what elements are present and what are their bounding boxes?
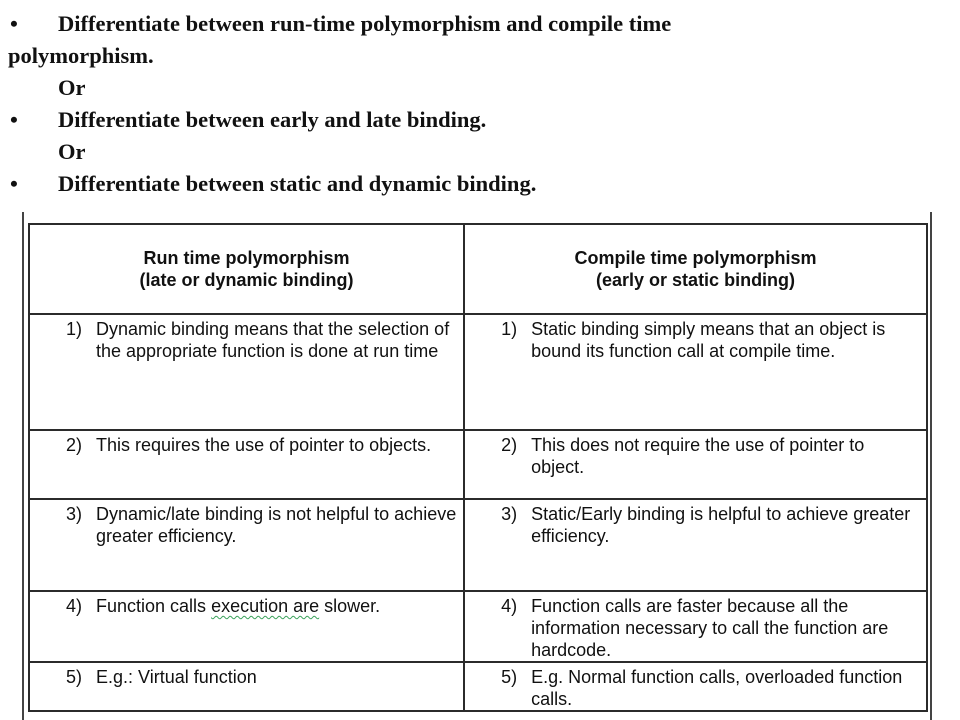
table-row	[29, 430, 927, 499]
table-row	[29, 314, 927, 430]
table-cell: 4) Function calls are faster because all the information necessary to call the function are hardcode.	[464, 591, 927, 662]
bullet-dot-icon: •	[10, 107, 18, 132]
header-compile-time: Compile time polymorphism (early or static binding)	[464, 224, 927, 314]
table-cell: 5) E.g. Normal function calls, overloaded function calls.	[464, 662, 927, 711]
spellcheck-underline: execution are	[211, 596, 320, 616]
frame-left-border	[22, 212, 24, 720]
table-cell: 5) E.g.: Virtual function	[29, 662, 464, 711]
table-cell: 2) This does not require the use of pointer to object.	[464, 430, 927, 499]
bullet-dot-icon: •	[10, 11, 18, 36]
bullet-dot-icon: •	[10, 171, 18, 196]
table-cell: 3) Static/Early binding is helpful to achieve greater efficiency.	[464, 499, 927, 591]
table-row	[29, 591, 927, 662]
table-header-row	[29, 224, 927, 314]
table-row	[29, 662, 927, 711]
table-cell: 1) Dynamic binding means that the selection of the appropriate function is done at run time	[29, 314, 464, 430]
question-bullets	[8, 8, 948, 200]
or-separator: Or	[58, 139, 86, 164]
header-run-time: Run time polymorphism (late or dynamic binding)	[29, 224, 464, 314]
table-row	[29, 499, 927, 591]
table-cell: 2) This requires the use of pointer to objects.	[29, 430, 464, 499]
comparison-table	[28, 223, 928, 712]
table-cell: 3) Dynamic/late binding is not helpful to achieve greater efficiency.	[29, 499, 464, 591]
bullet-item: • Differentiate between early and late binding.	[8, 104, 948, 136]
bullet-item: • Differentiate between static and dynamic binding.	[8, 168, 948, 200]
bullet-continuation: polymorphism.	[8, 43, 154, 68]
or-separator: Or	[58, 75, 86, 100]
table-cell: 4) Function calls execution are slower.	[29, 591, 464, 662]
frame-right-border	[930, 212, 932, 720]
bullet-item: • Differentiate between run-time polymorphism and compile time	[8, 8, 948, 40]
table-cell: 1) Static binding simply means that an object is bound its function call at compile time.	[464, 314, 927, 430]
